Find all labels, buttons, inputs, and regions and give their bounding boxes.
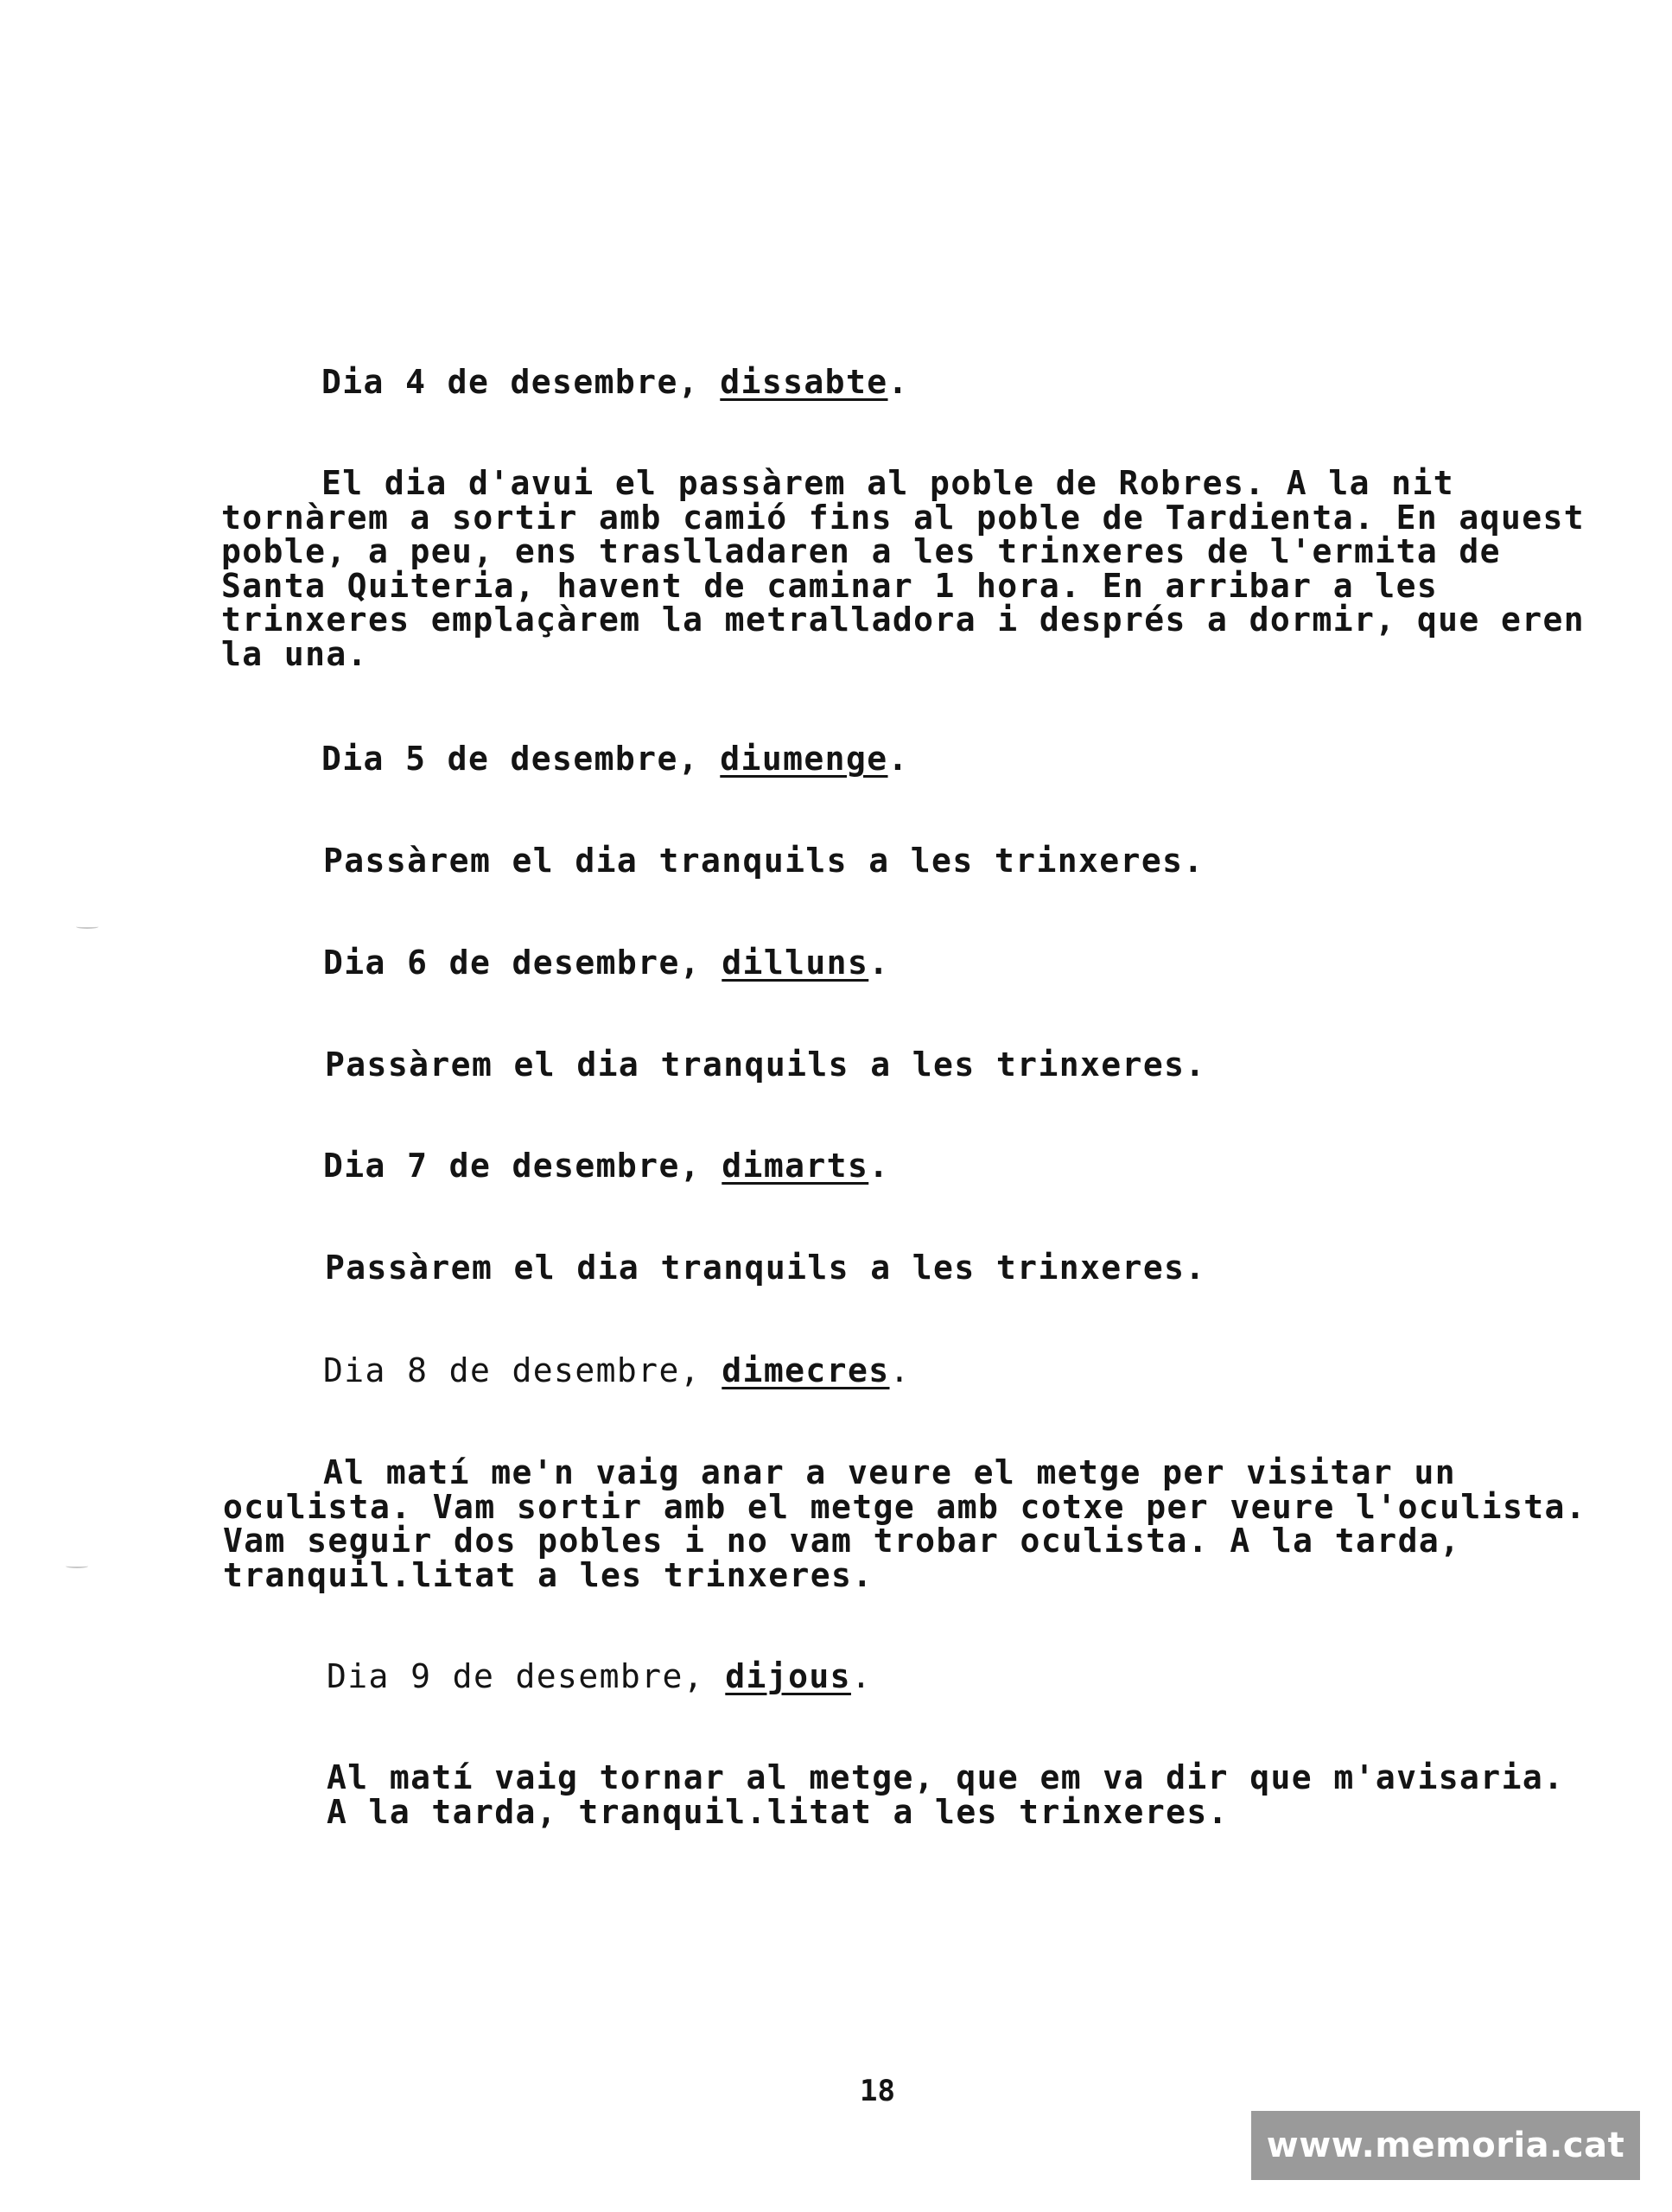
paragraph-line: tornàrem a sortir amb camió fins al poble de Tardienta. En aquest <box>221 498 1586 537</box>
entry-paragraph: Passàrem el dia tranquils a les trinxeres. <box>323 842 1205 880</box>
heading-date: Dia 8 de desembre, <box>323 1351 722 1389</box>
heading-date: Dia 6 de desembre, <box>323 944 722 982</box>
scan-mark <box>76 925 99 929</box>
heading-date: Dia 4 de desembre, <box>321 363 721 401</box>
paragraph-line: oculista. Vam sortir amb el metge amb cotxe per veure l'oculista. <box>223 1487 1587 1526</box>
watermark-banner[interactable]: www.memoria.cat <box>1251 2111 1640 2180</box>
heading-weekday: dimarts <box>722 1147 869 1185</box>
heading-punct: . <box>868 1147 890 1185</box>
entry-heading <box>323 1353 911 1388</box>
entry-paragraph <box>327 1758 1672 1831</box>
heading-weekday: dijous <box>725 1657 851 1695</box>
heading-date: Dia 5 de desembre, <box>321 740 721 778</box>
scan-mark <box>66 1564 88 1568</box>
heading-weekday: dissabte <box>720 363 888 401</box>
paragraph-line: El dia d'avui el passàrem al poble de Robres. A la nit <box>321 464 1455 502</box>
paragraph-line: tranquil.litat a les trinxeres. <box>223 1555 874 1594</box>
paragraph-line: trinxeres emplaçàrem la metralladora i després a dormir, que eren <box>221 601 1586 639</box>
paragraph-line: la una. <box>221 634 368 673</box>
entry-heading <box>323 945 890 980</box>
entry-heading <box>323 1148 890 1183</box>
paragraph-line: Al matí me'n vaig anar a veure el metge per visitar un <box>323 1453 1457 1491</box>
paragraph-line: poble, a peu, ens traslladaren a les trinxeres de l'ermita de <box>221 532 1501 570</box>
paragraph-line: A la tarda, tranquil.litat a les trinxeres. <box>327 1792 1229 1831</box>
heading-punct: . <box>887 740 909 778</box>
entry-paragraph: Passàrem el dia tranquils a les trinxeres. <box>325 1249 1206 1287</box>
paragraph-line: Al matí vaig tornar al metge, que em va dir que m'avisaria. <box>327 1758 1565 1796</box>
heading-punct: . <box>887 363 909 401</box>
heading-weekday: dilluns <box>722 944 869 982</box>
heading-punct: . <box>850 1657 873 1695</box>
heading-weekday: dimecres <box>722 1351 890 1389</box>
paragraph-line: Vam seguir dos pobles i no vam trobar oculista. A la tarda, <box>223 1522 1461 1560</box>
heading-punct: . <box>868 944 890 982</box>
entry-heading <box>321 365 909 399</box>
entry-paragraph <box>221 1453 1587 1594</box>
heading-punct: . <box>889 1351 911 1389</box>
page-number: 18 <box>860 2074 895 2108</box>
heading-date: Dia 9 de desembre, <box>327 1657 726 1695</box>
heading-date: Dia 7 de desembre, <box>323 1147 722 1185</box>
heading-weekday: diumenge <box>720 740 888 778</box>
paragraph-line: Santa Quiteria, havent de caminar 1 hora. En arribar a les <box>221 566 1439 605</box>
entry-paragraph: Passàrem el dia tranquils a les trinxeres. <box>325 1046 1206 1084</box>
entry-paragraph <box>221 464 1586 673</box>
entry-heading <box>321 741 909 776</box>
entry-heading <box>327 1659 872 1694</box>
